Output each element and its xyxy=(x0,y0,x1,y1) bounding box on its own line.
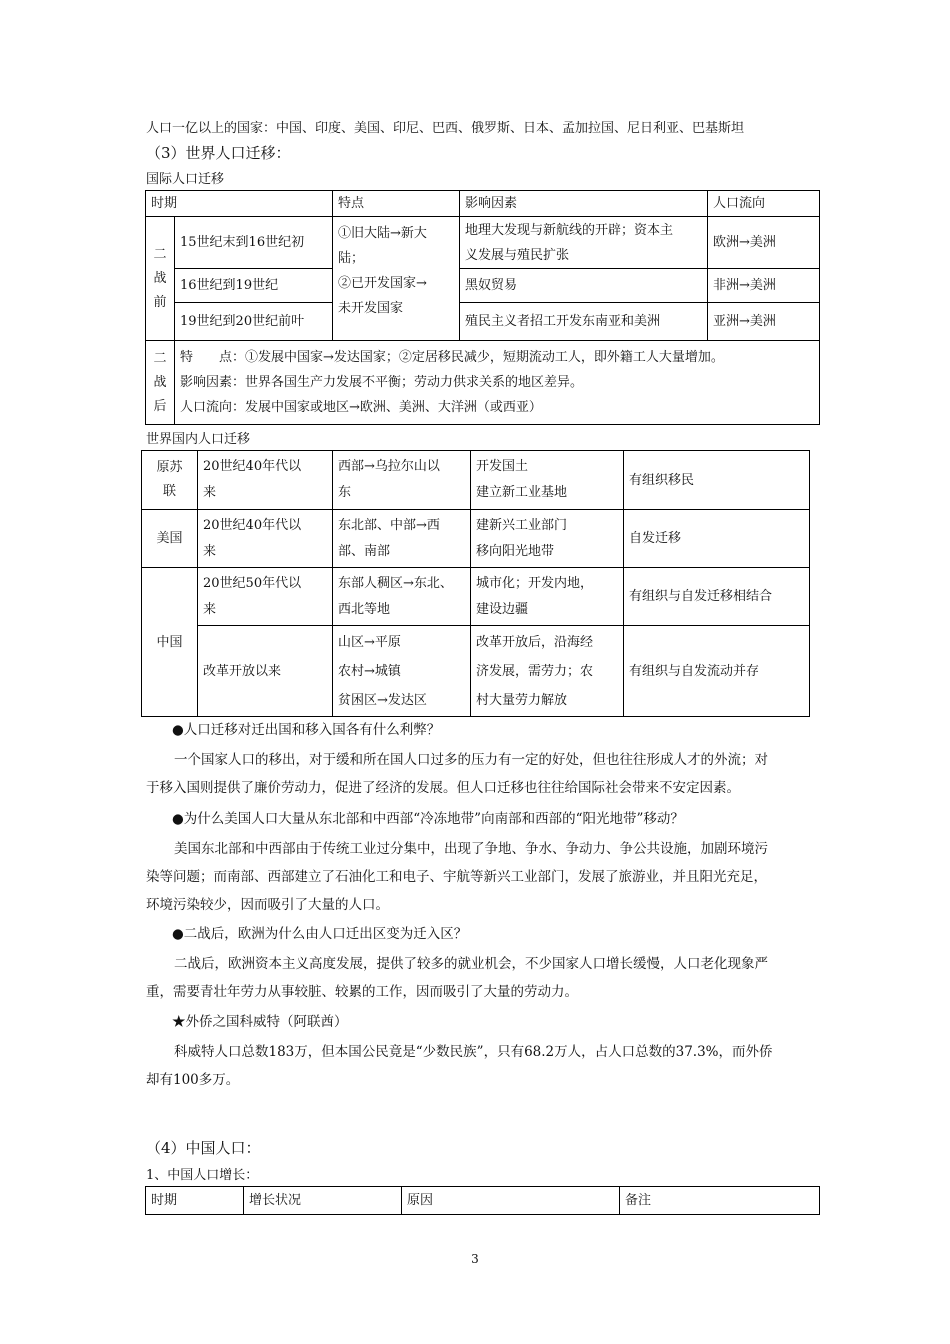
ussr-time: 20世纪40年代以 来 xyxy=(198,451,333,510)
country-ussr: 原苏 联 xyxy=(142,451,198,510)
china-direction-2: 山区→平原 农村→城镇 贫困区→发达区 xyxy=(333,626,471,717)
china-reason-1: 城市化；开发内地， 建设边疆 xyxy=(471,568,624,626)
row-period: 15世纪末到16世纪初 xyxy=(175,217,333,269)
section4-title: （4）中国人口： xyxy=(146,1139,261,1157)
row-factor: 黑奴贸易 xyxy=(460,269,708,303)
q3-question: ●二战后，欧洲为什么由人口迁出区变为迁入区？ xyxy=(172,926,468,942)
q1-question: ●人口迁移对迁出国和移入国各有什么利弊？ xyxy=(172,722,441,738)
china-time-2: 改革开放以来 xyxy=(198,626,333,717)
usa-reason: 建新兴工业部门 移向阳光地带 xyxy=(471,510,624,568)
domestic-caption: 世界国内人口迁移 xyxy=(146,432,251,447)
china-direction-1: 东部人稠区→东北、 西北等地 xyxy=(333,568,471,626)
row-flow: 欧洲→美洲 xyxy=(708,217,820,269)
page-number: 3 xyxy=(471,1252,479,1266)
growth-header-status: 增长状况 xyxy=(244,1187,402,1215)
usa-type: 自发迁移 xyxy=(624,510,810,568)
q2-question: ●为什么美国人口大量从东北部和中西部“冷冻地带”向南部和西部的“阳光地带”移动？ xyxy=(172,811,684,827)
intl-caption: 国际人口迁移 xyxy=(146,172,225,187)
row-period: 19世纪到20世纪前叶 xyxy=(175,303,333,341)
intl-migration-table xyxy=(145,190,820,425)
china-type-1: 有组织与自发迁移相结合 xyxy=(624,568,810,626)
postwar-details: 特 点：①发展中国家→发达国家；②定居移民减少，短期流动工人，即外籍工人大量增加。 影响因素：世界各国生产力发展不平衡；劳动力供求关系的地区差异。 人口流向：发展中国家或地区→欧洲、美洲、大洋洲（或西亚） xyxy=(175,341,820,425)
ussr-type: 有组织移民 xyxy=(624,451,810,510)
row-period: 16世纪到19世纪 xyxy=(175,269,333,303)
country-china: 中国 xyxy=(142,568,198,717)
prewar-feature: ①旧大陆→新大 陆； ②已开发国家→ 未开发国家 xyxy=(333,217,460,341)
china-time-1: 20世纪50年代以 来 xyxy=(198,568,333,626)
section3-title: （3）世界人口迁移： xyxy=(146,144,291,162)
q1-answer: 一个国家人口的移出，对于缓和所在国人口过多的压力有一定的好处，但也往往形成人才的外流；对 于移入国则提供了廉价劳动力，促进了经济的发展。但人口迁移也往往给国际社会带来不安定因素。 xyxy=(146,752,768,796)
prewar-label: 二 战 前 xyxy=(146,217,175,341)
postwar-label: 二 战 后 xyxy=(146,341,175,425)
usa-time: 20世纪40年代以 来 xyxy=(198,510,333,568)
growth-table xyxy=(145,1186,820,1215)
growth-header-period: 时期 xyxy=(146,1187,244,1215)
q3-answer: 二战后，欧洲资本主义高度发展，提供了较多的就业机会，不少国家人口增长缓慢，人口老化现象严 重，需要青壮年劳力从事较脏、较累的工作，因而吸引了大量的劳动力。 xyxy=(146,956,768,1000)
domestic-migration-table xyxy=(141,450,810,717)
q2-answer: 美国东北部和中西部由于传统工业过分集中，出现了争地、争水、争动力、争公共设施，加剧环境污 染等问题；而南部、西部建立了石油化工和电子、宇航等新兴工业部门，发展了旅游业，并且阳光充足， 环境污染较少，因而吸引了大量的人口。 xyxy=(146,841,768,913)
growth-header-note: 备注 xyxy=(620,1187,820,1215)
usa-direction: 东北部、中部→西 部、南部 xyxy=(333,510,471,568)
ussr-reason: 开发国土 建立新工业基地 xyxy=(471,451,624,510)
country-usa: 美国 xyxy=(142,510,198,568)
header-period: 时期 xyxy=(146,191,333,217)
kuwait-text: 科威特人口总数183万，但本国公民竟是“少数民族”，只有68.2万人，占人口总数的37.3%，而外侨 却有100多万。 xyxy=(146,1044,773,1088)
header-factor: 影响因素 xyxy=(460,191,708,217)
china-reason-2: 改革开放后，沿海经 济发展，需劳力；农 村大量劳力解放 xyxy=(471,626,624,717)
kuwait-title: ★外侨之国科威特（阿联酋） xyxy=(172,1014,348,1030)
row-factor: 地理大发现与新航线的开辟；资本主 义发展与殖民扩张 xyxy=(460,217,708,269)
row-flow: 非洲→美洲 xyxy=(708,269,820,303)
intro-line: 人口一亿以上的国家：中国、印度、美国、印尼、巴西、俄罗斯、日本、孟加拉国、尼日利亚、巴基斯坦 xyxy=(146,121,745,136)
china-type-2: 有组织与自发流动并存 xyxy=(624,626,810,717)
growth-caption: 1、中国人口增长： xyxy=(146,1168,259,1183)
row-factor: 殖民主义者招工开发东南亚和美洲 xyxy=(460,303,708,341)
header-flow: 人口流向 xyxy=(708,191,820,217)
row-flow: 亚洲→美洲 xyxy=(708,303,820,341)
header-feature: 特点 xyxy=(333,191,460,217)
growth-header-reason: 原因 xyxy=(402,1187,620,1215)
ussr-direction: 西部→乌拉尔山以 东 xyxy=(333,451,471,510)
